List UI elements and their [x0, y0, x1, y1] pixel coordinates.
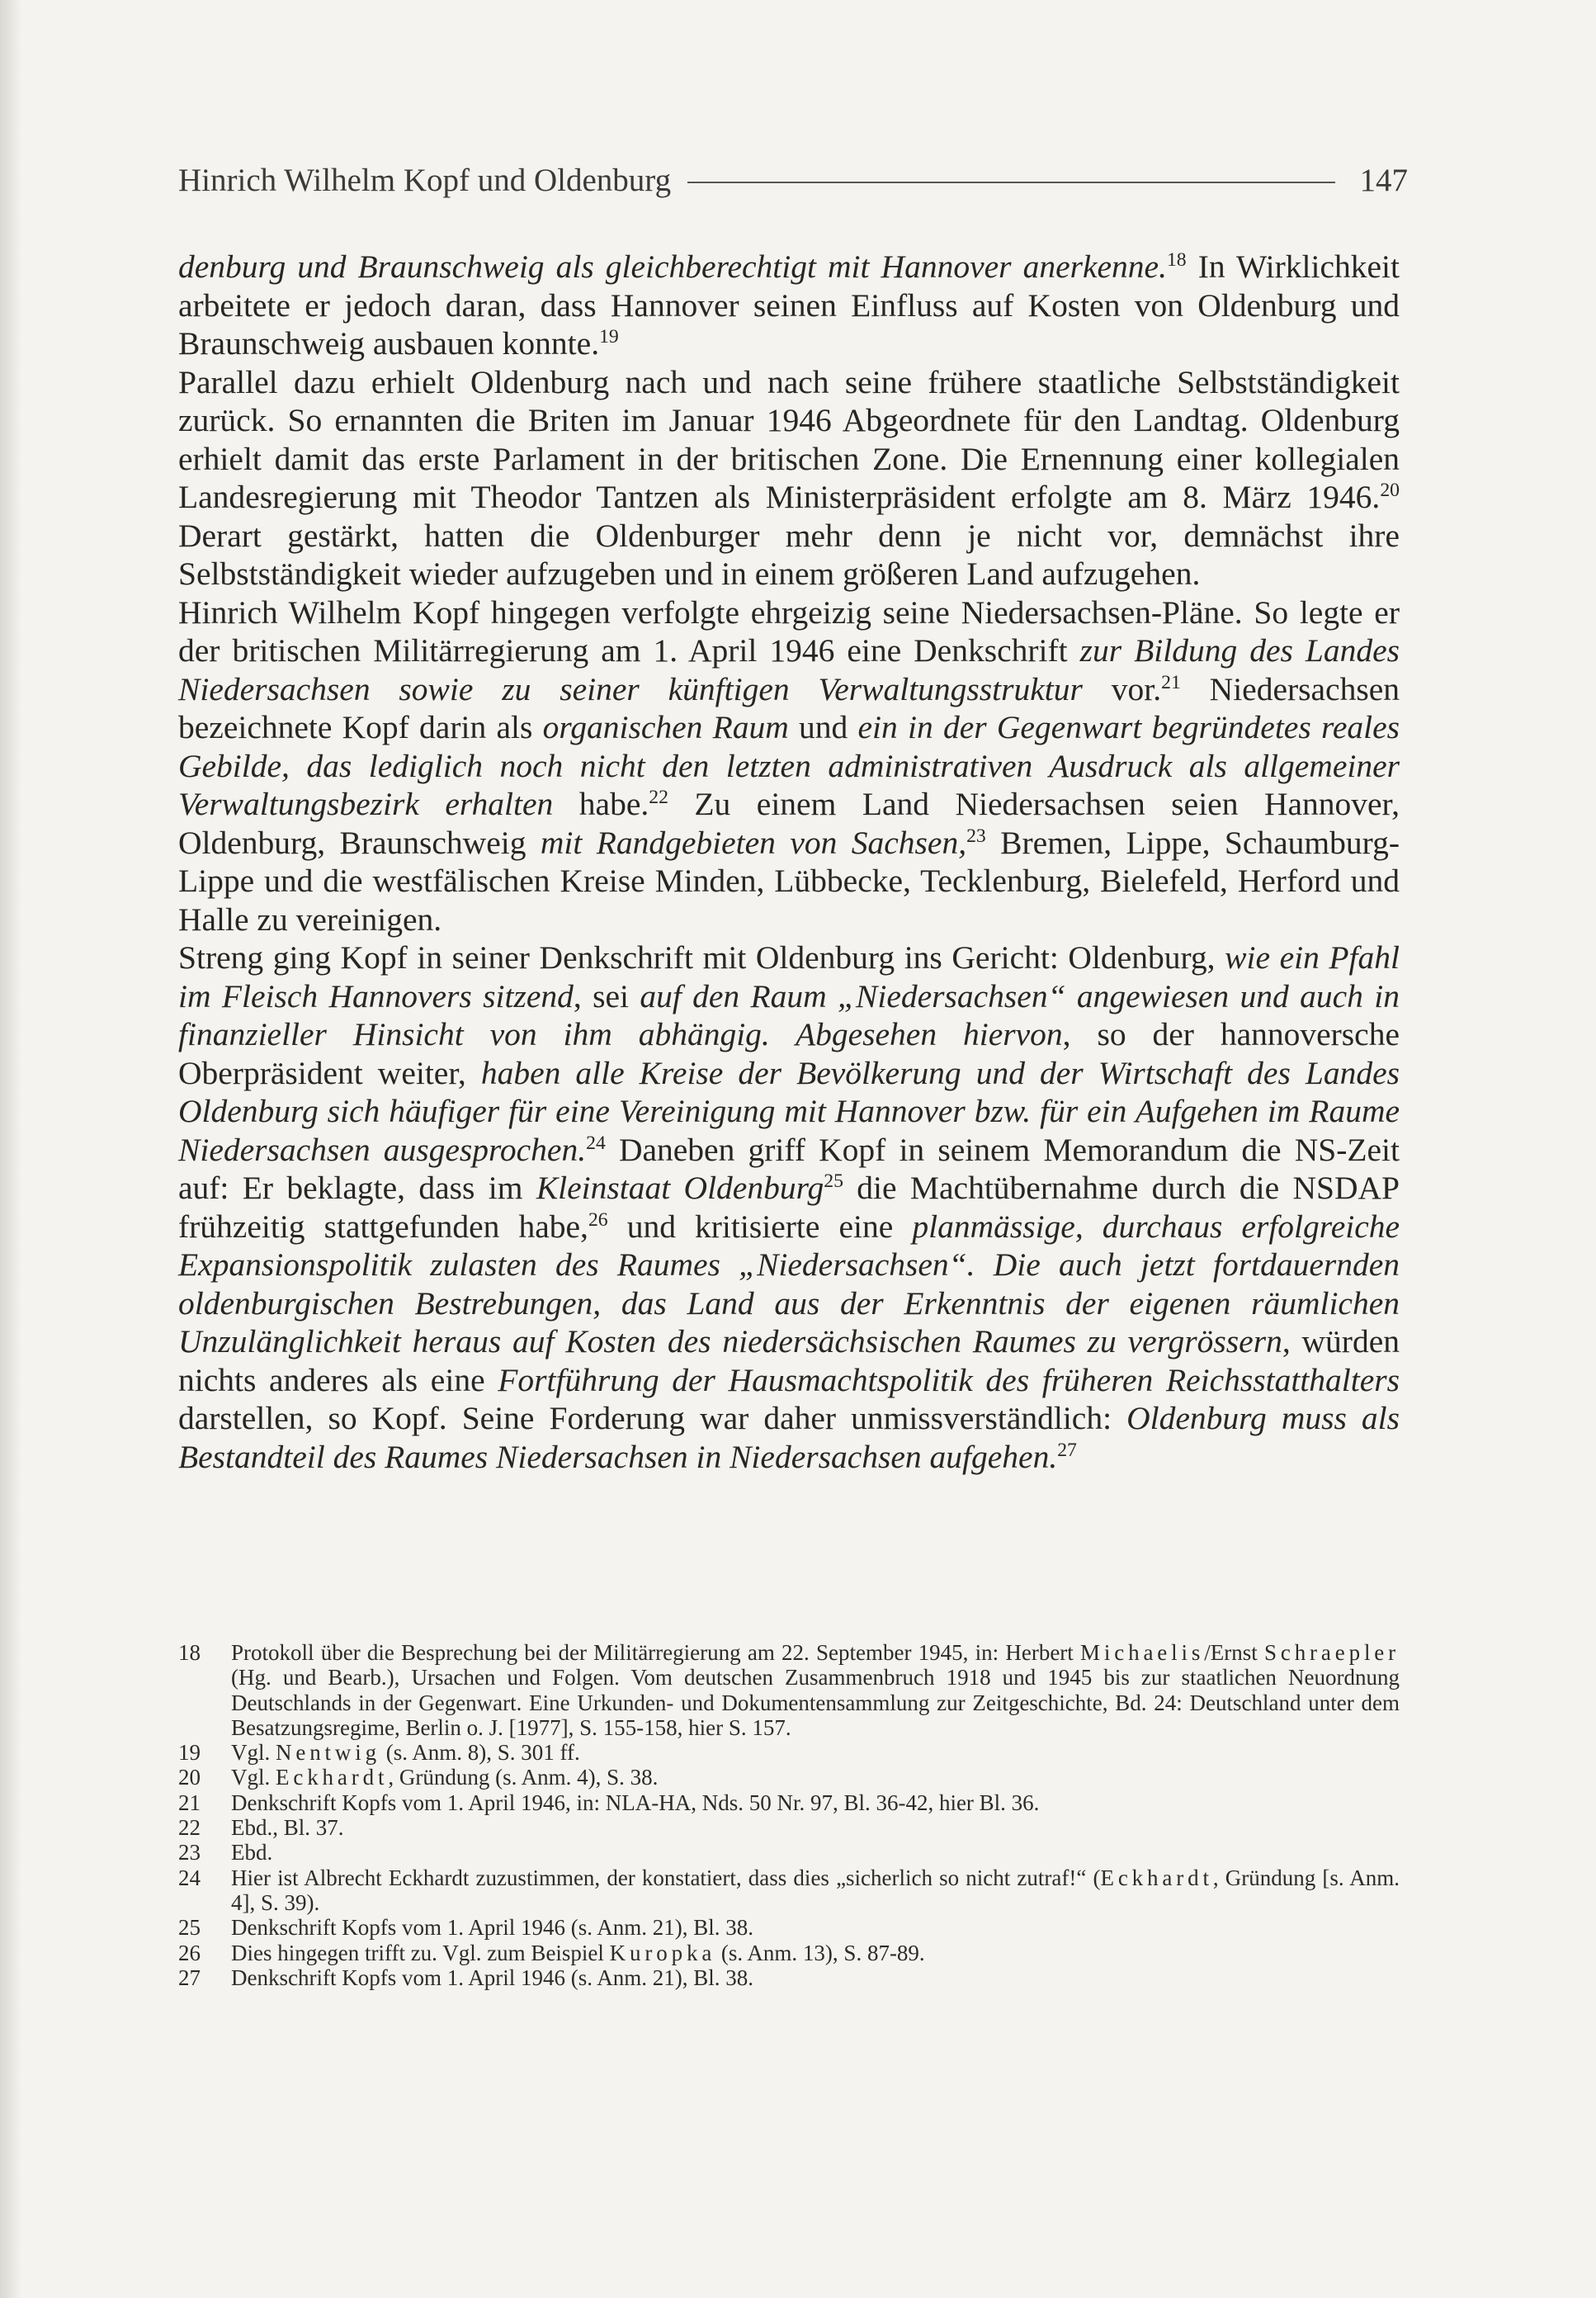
text: darstellen, so Kopf. Seine Forderung war daher unmissverständlich:: [178, 1400, 1127, 1436]
text: Bremen, Lippe, Schaumburg-Lippe und die westfälischen Kreise Minden, Lübbecke, Tecklenburg, Bielefeld, Herford und Halle zu vereinigen.: [178, 824, 1400, 938]
text: Daneben griff Kopf in seinem Memorandum die NS-Zeit auf: Er beklagte, dass im: [178, 1131, 1400, 1206]
footnote-ref: 21: [1161, 671, 1181, 693]
footnote-24: [178, 1865, 1400, 1916]
footnote-19: [178, 1740, 1400, 1765]
author-name: Kuropka: [609, 1940, 716, 1965]
footnote-21: [178, 1790, 1400, 1815]
footnote-ref: 22: [649, 786, 668, 808]
footnote-text: Ebd.: [231, 1840, 273, 1865]
quote: Oldenburg muss als Bestandteil des Raumes Niedersachsen in Niedersachsen aufgehen.: [178, 1400, 1400, 1475]
page-number: 147: [1359, 162, 1408, 198]
footnote-text: Denkschrift Kopfs vom 1. April 1946 (s. Anm. 21), Bl. 38.: [231, 1965, 753, 1990]
footnote-text: [231, 1765, 1400, 1790]
footnote-text: [231, 1640, 1400, 1740]
footnote-number: 21: [178, 1790, 201, 1815]
text: /Ernst: [1204, 1640, 1264, 1665]
footnote-25: [178, 1915, 1400, 1940]
text: , Gründung (s. Anm. 4), S. 38.: [388, 1765, 659, 1790]
footnote-ref: 23: [966, 825, 986, 847]
footnote-23: [178, 1840, 1400, 1865]
footnote-ref: 27: [1057, 1439, 1077, 1461]
quote: organischen Raum: [542, 709, 789, 745]
footnote-ref: 20: [1380, 479, 1400, 501]
text: , so der hannoversche Oberpräsident weiter,: [178, 1016, 1400, 1091]
paragraph-2: [178, 363, 1400, 593]
header-rule: [687, 182, 1334, 183]
footnote-ref: 26: [588, 1208, 608, 1231]
text: Vgl.: [231, 1765, 276, 1790]
footnote-text: Denkschrift Kopfs vom 1. April 1946 (s. Anm. 21), Bl. 38.: [231, 1915, 753, 1941]
text: , Gründung [s. Anm. 4], S. 39).: [231, 1865, 1400, 1915]
quote: Kleinstaat Oldenburg: [536, 1170, 824, 1206]
text: Hier ist Albrecht Eckhardt zuzustimmen, der konstatiert, dass dies „sicherlich so nicht zutraf!“ (: [231, 1865, 1101, 1890]
text: Dies hingegen trifft zu. Vgl. zum Beispiel: [231, 1940, 610, 1965]
footnote-number: 19: [178, 1740, 201, 1766]
quote: wie ein Pfahl im Fleisch Hannovers sitzend: [178, 939, 1400, 1014]
running-header: [178, 155, 1408, 205]
footnote-text: [231, 1941, 1400, 1965]
text: , würden nichts anderes als eine: [178, 1323, 1400, 1398]
footnote-number: 25: [178, 1915, 201, 1941]
main-text: [178, 248, 1400, 1476]
paragraph-4: [178, 939, 1400, 1476]
author-name: Eckhardt: [1100, 1865, 1213, 1890]
author-name: Eckhardt: [276, 1765, 389, 1790]
quote: Fortführung der Hausmachtspolitik des früheren Reichsstatthalters: [498, 1361, 1400, 1398]
footnote-text: Ebd., Bl. 37.: [231, 1815, 344, 1841]
running-title: Hinrich Wilhelm Kopf und Oldenburg: [178, 162, 672, 198]
text: (s. Anm. 8), S. 301 ff.: [380, 1740, 580, 1766]
text: Parallel dazu erhielt Oldenburg nach und nach seine frühere staatliche Selbstständigkeit zurück. So ernannten die Briten im Januar 1946 Abgeordnete für den Landtag. Oldenburg erhielt damit das erste Parlament in der britischen Zone. Die Ernennung einer kollegialen Landesregierung mit Theodor Tantzen als Ministerpräsident erfolgte am 8. März 1946.: [178, 363, 1400, 515]
footnote-number: 27: [178, 1965, 201, 1990]
footnote-number: 24: [178, 1865, 201, 1890]
footnote-ref: 19: [599, 325, 619, 348]
text: die Machtübernahme durch die NSDAP frühzeitig stattgefunden habe,: [178, 1170, 1400, 1245]
text: und kritisierte eine: [607, 1208, 913, 1245]
footnotes: [178, 1640, 1400, 1990]
text: (s. Anm. 13), S. 87-89.: [715, 1940, 925, 1965]
footnote-ref: 24: [586, 1132, 606, 1154]
paragraph-1: [178, 248, 1400, 363]
footnote-text: [231, 1865, 1400, 1916]
text: Protokoll über die Besprechung bei der Militärregierung am 22. September 1945, in: Herbert: [231, 1640, 1081, 1665]
footnote-text: Denkschrift Kopfs vom 1. April 1946, in: NLA-HA, Nds. 50 Nr. 97, Bl. 36-42, hier Bl. 36.: [231, 1790, 1040, 1815]
footnote-text: [231, 1740, 1400, 1765]
author-name: Schraepler: [1263, 1640, 1400, 1665]
footnote-number: 20: [178, 1765, 201, 1790]
footnote-number: 22: [178, 1815, 201, 1841]
text: vor.: [1082, 670, 1162, 707]
footnote-ref: 18: [1166, 248, 1187, 271]
binding-shadow: [0, 0, 21, 2298]
footnote-number: 23: [178, 1840, 201, 1865]
text: und: [788, 709, 858, 745]
footnote-number: 18: [178, 1640, 201, 1665]
quote: mit Randgebieten von Sachsen,: [540, 824, 967, 861]
footnote-18: [178, 1640, 1400, 1740]
text: , sei: [573, 977, 640, 1014]
quote: zur Bildung des Landes Niedersachsen sowie zu seiner künftigen Verwaltungsstruktur: [178, 632, 1400, 707]
author-name: Michaelis: [1080, 1640, 1205, 1665]
footnote-number: 26: [178, 1940, 201, 1965]
text: Vgl.: [231, 1740, 276, 1766]
text: Zu einem Land Niedersachsen seien Hannover, Oldenburg, Braunschweig: [178, 786, 1400, 861]
footnote-26: [178, 1941, 1400, 1965]
quote: auf den Raum „Niedersachsen“ angewiesen und auch in finanzieller Hinsicht von ihm abhängig. Abgesehen hiervon: [178, 977, 1400, 1052]
text: habe.: [553, 786, 649, 822]
footnote-ref: 25: [824, 1170, 843, 1192]
quote: denburg und Braunschweig als gleichberechtigt mit Hannover anerkenne.: [178, 248, 1167, 285]
text: Derart gestärkt, hatten die Oldenburger mehr denn je nicht vor, demnächst ihre Selbstständigkeit wieder aufzugeben und in einem größeren Land aufzugehen.: [178, 517, 1400, 592]
quote: ein in der Gegenwart begründetes reales Gebilde, das lediglich noch nicht den letzten administrativen Ausdruck als allgemeiner Verwaltungsbezirk erhalten: [178, 709, 1400, 822]
text: In Wirklichkeit arbeitete er jedoch daran, dass Hannover seinen Einfluss auf Kosten von Oldenburg und Braunschweig ausbauen konnte.: [178, 248, 1400, 362]
paragraph-3: [178, 593, 1400, 939]
text: (Hg. und Bearb.), Ursachen und Folgen. Vom deutschen Zusammenbruch 1918 und 1945 bis zur staatlichen Neuordnung Deutschlands in der Gegenwart. Eine Urkunden- und Dokumentensammlung zur Zeitgeschichte, Bd. 24: Deutschland unter dem Besatzungsregime, Berlin o. J. [1977], S. 155-158, hier S. 157.: [231, 1665, 1400, 1740]
author-name: Nentwig: [276, 1740, 381, 1766]
footnote-20: [178, 1765, 1400, 1790]
text: Streng ging Kopf in seiner Denkschrift mit Oldenburg ins Gericht: Oldenburg,: [178, 939, 1225, 976]
footnote-27: [178, 1965, 1400, 1990]
text: Hinrich Wilhelm Kopf hingegen verfolgte ehrgeizig seine Niedersachsen-Pläne. So legte er der britischen Militärregierung am 1. April 1946 eine Denkschrift: [178, 593, 1400, 669]
text: Niedersachsen bezeichnete Kopf darin als: [178, 670, 1400, 745]
quote: haben alle Kreise der Bevölkerung und der Wirtschaft des Landes Oldenburg sich häufiger für eine Vereinigung mit Hannover bzw. für ein Aufgehen im Raume Niedersachsen ausgesprochen.: [178, 1054, 1400, 1168]
quote: planmässige, durchaus erfolgreiche Expansionspolitik zulasten des Raumes „Niedersachsen“. Die auch jetzt fortdauernden oldenburgischen Bestrebungen, das Land aus der Erkenntnis der eigenen räumlichen Unzulänglichkeit heraus auf Kosten des niedersächsischen Raumes zu vergrössern: [178, 1208, 1400, 1359]
footnote-22: [178, 1815, 1400, 1840]
